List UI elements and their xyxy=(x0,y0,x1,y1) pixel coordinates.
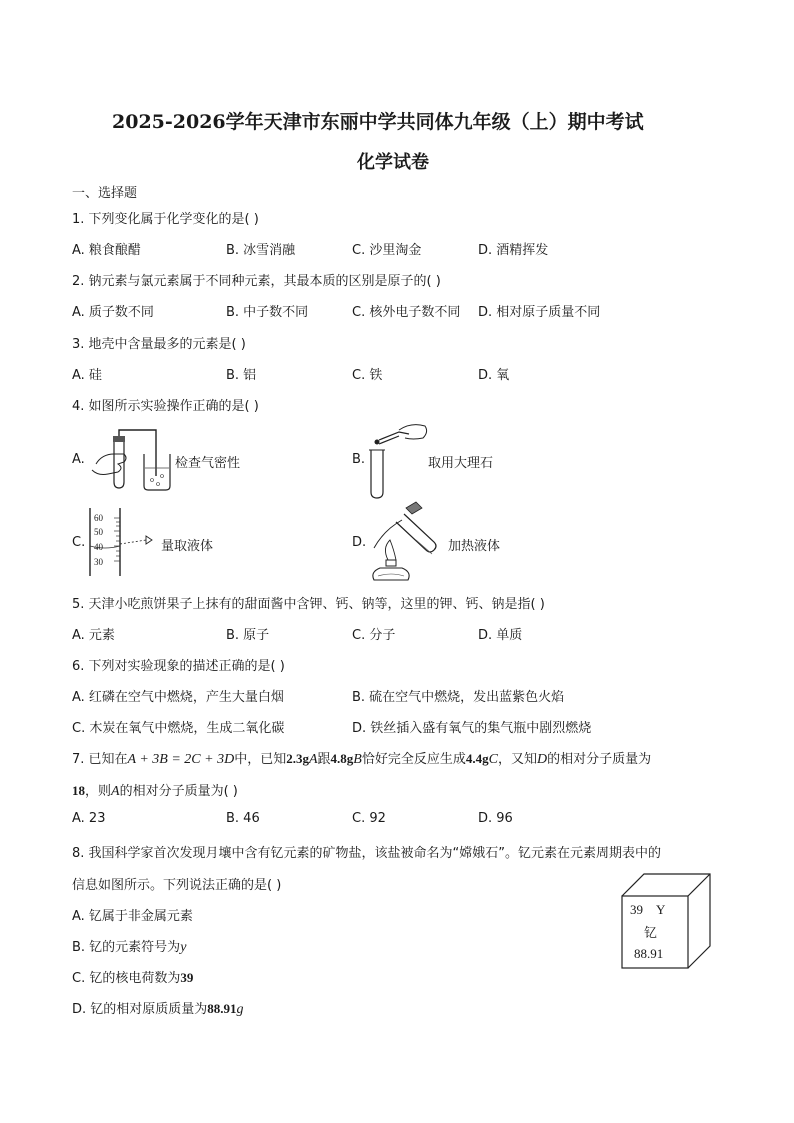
q1-option-b[interactable]: B. 冰雪消融 xyxy=(226,243,296,258)
q4-option-b-letter[interactable]: B. xyxy=(352,452,366,467)
q6-option-a[interactable]: A. 红磷在空气中燃烧，产生大量白烟 xyxy=(72,690,284,705)
q1-option-d[interactable]: D. 酒精挥发 xyxy=(478,243,549,258)
q4-option-d-caption: 加热液体 xyxy=(448,539,501,554)
q5-option-b[interactable]: B. 原子 xyxy=(226,628,270,643)
q4-option-b-caption: 取用大理石 xyxy=(428,456,494,471)
q4-option-c-letter[interactable]: C. xyxy=(72,535,86,550)
q3-option-b[interactable]: B. 铝 xyxy=(226,368,257,383)
element-atomic-number: 39 xyxy=(630,902,643,917)
q5-option-c[interactable]: C. 分子 xyxy=(352,628,396,643)
q2-option-a[interactable]: A. 质子数不同 xyxy=(72,305,154,320)
q1-option-c[interactable]: C. 沙里淘金 xyxy=(352,243,422,258)
question-3-stem: 3. 地壳中含量最多的元素是( ) xyxy=(72,337,246,352)
q7-option-a[interactable]: A. 23 xyxy=(72,811,106,826)
question-2-stem: 2. 钠元素与氯元素属于不同种元素，其最本质的区别是原子的( ) xyxy=(72,274,441,289)
q8-option-c[interactable]: C. 钇的核电荷数为39 xyxy=(72,970,194,986)
q7-option-c[interactable]: C. 92 xyxy=(352,811,386,826)
question-6-stem: 6. 下列对实验现象的描述正确的是( ) xyxy=(72,659,285,674)
element-atomic-mass: 88.91 xyxy=(634,946,664,961)
question-7-stem: 7. 已知在A + 3B = 2C + 3D中，已知2.3gA跟4.8gB恰好完全反应生成4.4gC，又知D的相对分子质量为 xyxy=(72,751,652,767)
q3-option-c[interactable]: C. 铁 xyxy=(352,368,383,383)
q3-option-d[interactable]: D. 氧 xyxy=(478,368,510,383)
q4-option-c-caption: 量取液体 xyxy=(161,539,214,554)
q7-option-b[interactable]: B. 46 xyxy=(226,811,260,826)
q2-option-d[interactable]: D. 相对原子质量不同 xyxy=(478,305,601,320)
question-5-stem: 5. 天津小吃煎饼果子上抹有的甜面酱中含钾、钙、钠等，这里的钾、钙、钠是指( ) xyxy=(72,597,545,612)
q2-option-b[interactable]: B. 中子数不同 xyxy=(226,305,309,320)
q5-option-d[interactable]: D. 单质 xyxy=(478,628,523,643)
cylinder-tick-40: 40 xyxy=(94,542,103,552)
section-heading: 一、选择题 xyxy=(72,186,138,201)
cylinder-tick-60: 60 xyxy=(94,513,103,523)
cylinder-tick-50: 50 xyxy=(94,527,103,537)
question-8-stem: 8. 我国科学家首次发现月壤中含有钇元素的矿物盐，该盐被命名为“嫦娥石”。钇元素在元素周期表中的 xyxy=(72,846,662,861)
q3-option-a[interactable]: A. 硅 xyxy=(72,368,102,383)
q4-option-d-letter[interactable]: D. xyxy=(352,535,367,550)
question-8-stem-line2: 信息如图所示。下列说法正确的是( ) xyxy=(72,878,282,893)
q4-option-a-caption: 检查气密性 xyxy=(175,456,241,471)
q8-option-a[interactable]: A. 钇属于非金属元素 xyxy=(72,909,193,924)
q7-option-d[interactable]: D. 96 xyxy=(478,811,513,826)
page-title: 2025-2026学年天津市东丽中学共同体九年级（上）期中考试 xyxy=(112,111,644,133)
take-marble-illustration xyxy=(365,418,435,500)
q4-option-a-letter[interactable]: A. xyxy=(72,452,85,467)
q6-option-b[interactable]: B. 硫在空气中燃烧，发出蓝紫色火焰 xyxy=(352,690,565,705)
question-4-stem: 4. 如图所示实验操作正确的是( ) xyxy=(72,399,259,414)
q6-option-c[interactable]: C. 木炭在氧气中燃烧，生成二氧化碳 xyxy=(72,721,285,736)
q5-option-a[interactable]: A. 元素 xyxy=(72,628,115,643)
q6-option-d[interactable]: D. 铁丝插入盛有氧气的集气瓶中剧烈燃烧 xyxy=(352,721,592,736)
page-subtitle: 化学试卷 xyxy=(357,152,429,173)
question-7-stem-line2: 18，则A的相对分子质量为( ) xyxy=(72,783,238,799)
q8-option-d[interactable]: D. 钇的相对原质质量为88.91g xyxy=(72,1001,244,1017)
airtightness-check-illustration xyxy=(88,424,178,494)
cylinder-tick-30: 30 xyxy=(94,557,103,567)
q2-option-c[interactable]: C. 核外电子数不同 xyxy=(352,305,461,320)
element-name: 钇 xyxy=(644,926,658,941)
element-symbol: Y xyxy=(656,902,666,917)
question-1-stem: 1. 下列变化属于化学变化的是( ) xyxy=(72,212,259,227)
q1-option-a[interactable]: A. 粮食酿醋 xyxy=(72,243,141,258)
heat-liquid-illustration xyxy=(366,500,446,586)
q8-option-b[interactable]: B. 钇的元素符号为y xyxy=(72,940,187,955)
